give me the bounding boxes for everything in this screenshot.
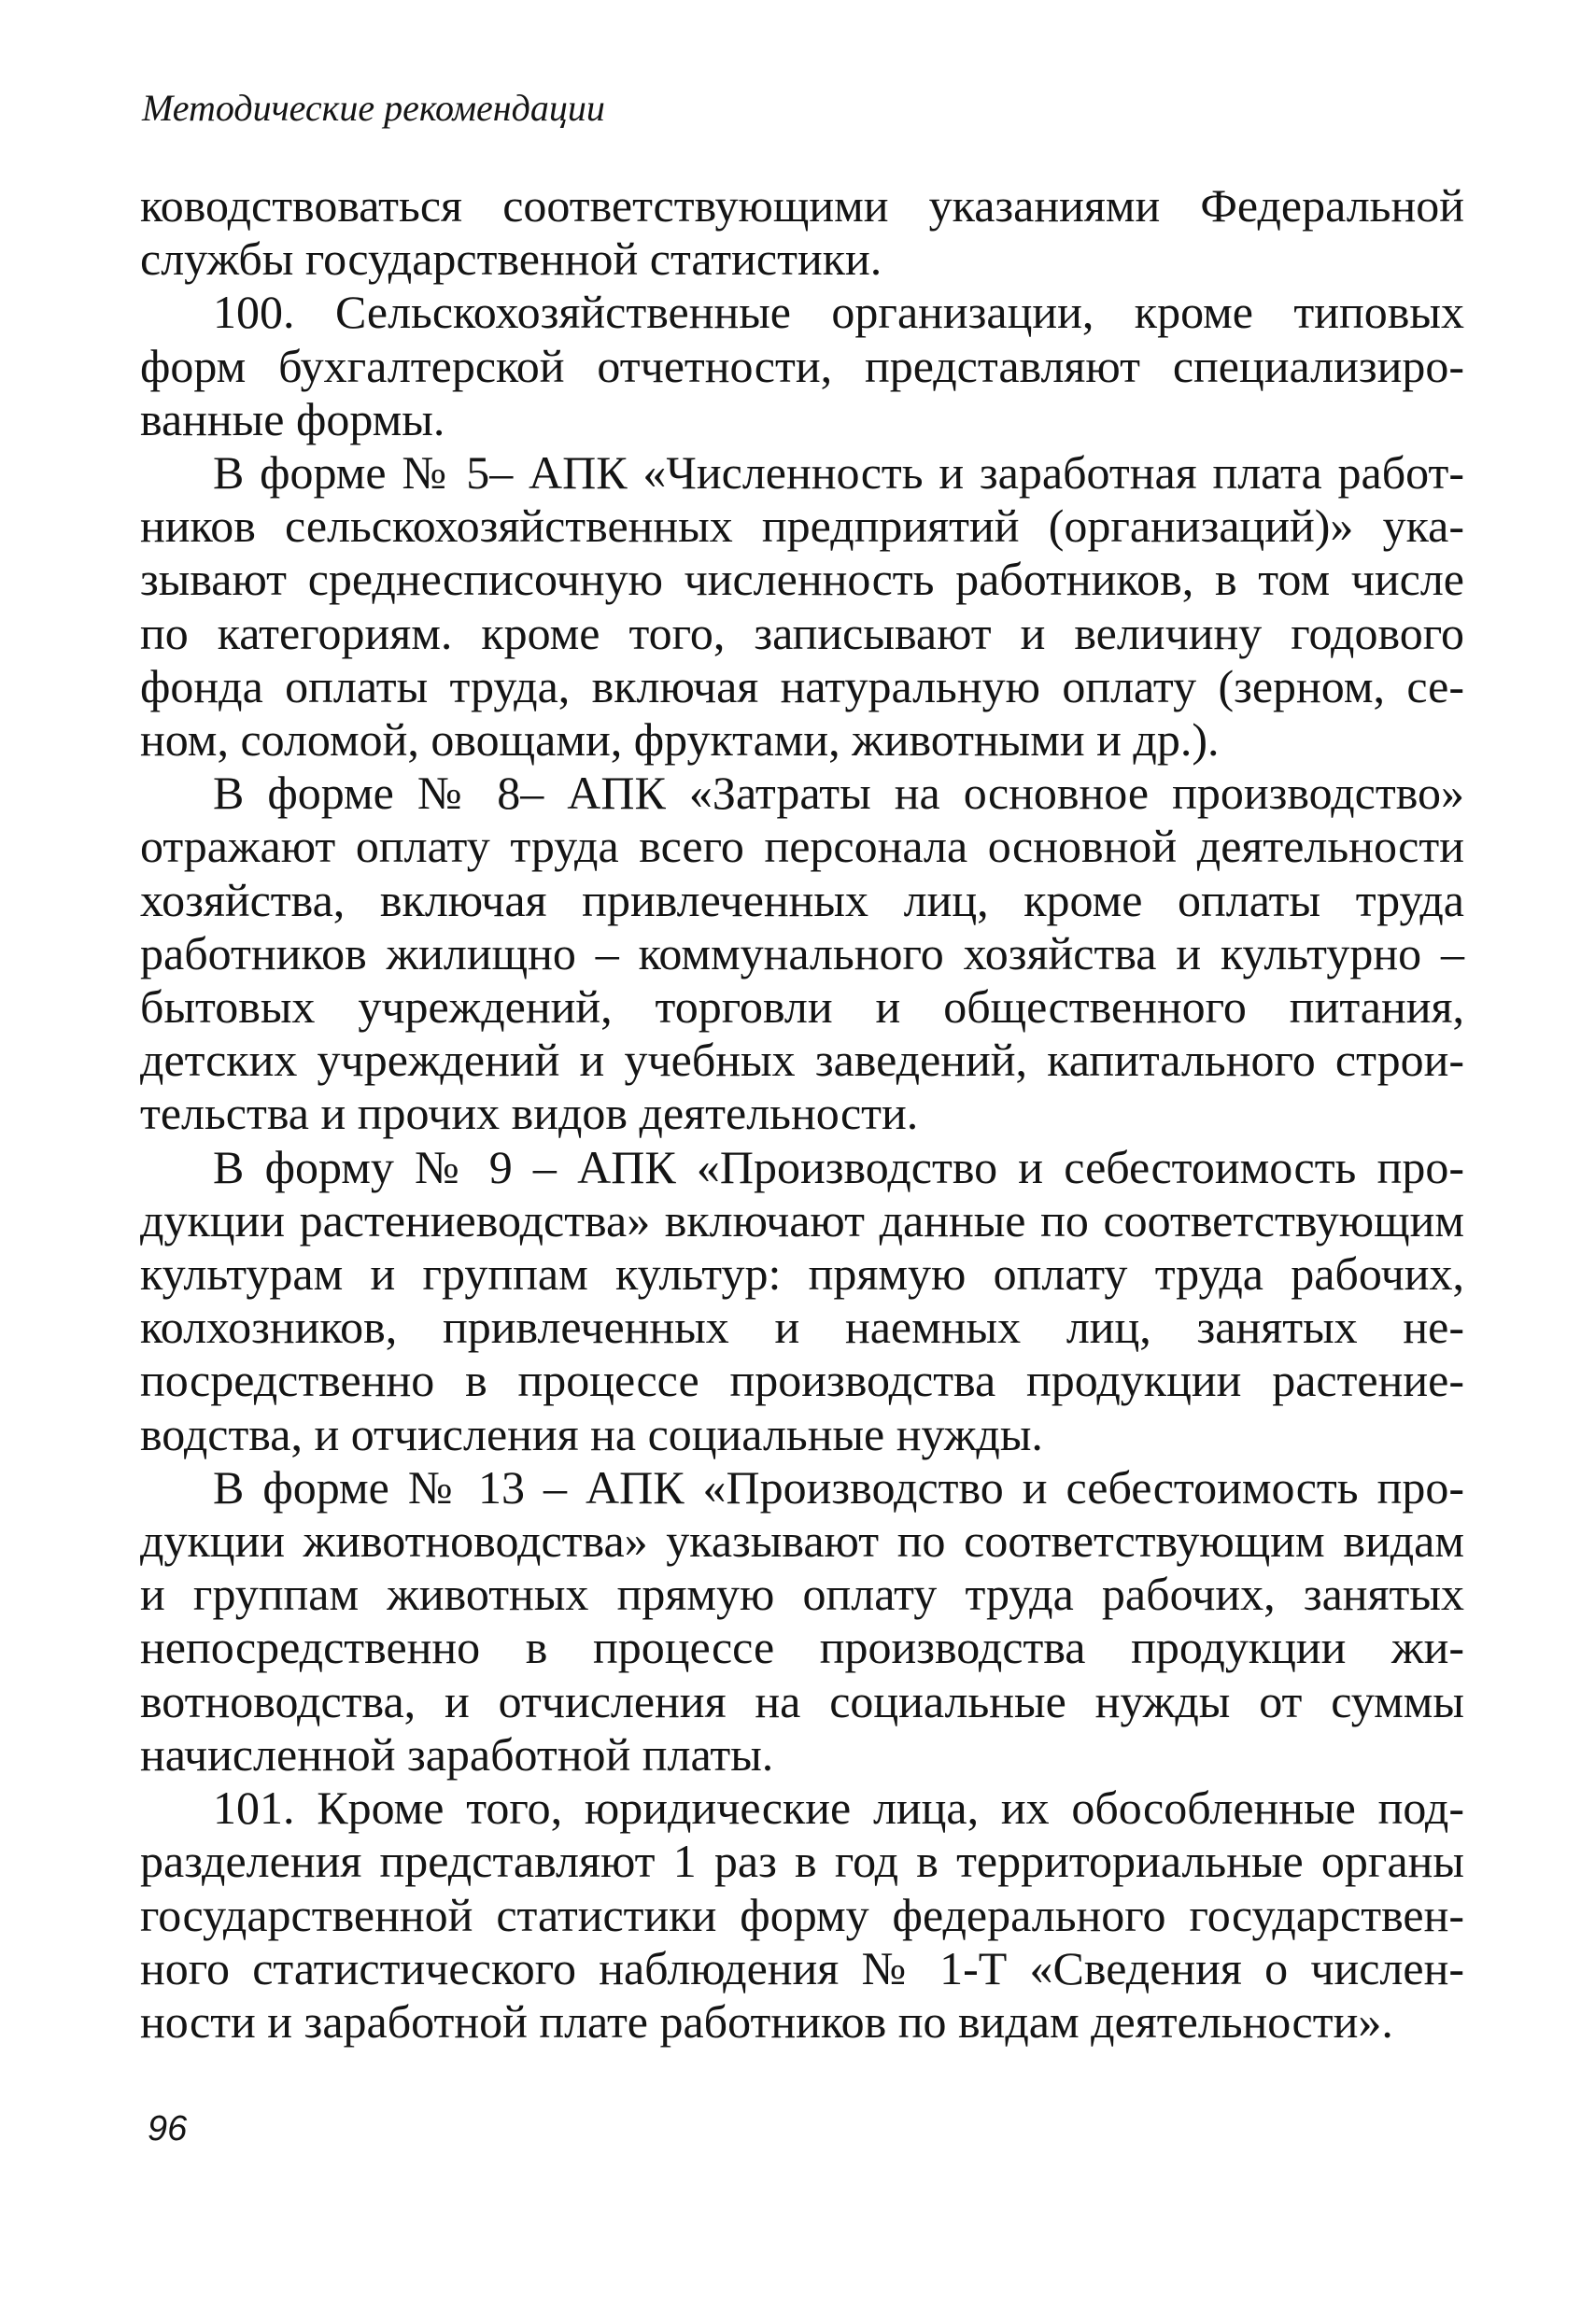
- running-header: Методические рекомендации: [142, 87, 605, 129]
- paragraph-continuation: ководствоваться соответствующими указаниями Федеральной службы государственной статистики.: [140, 179, 1464, 286]
- paragraph-form-5-apk: В форме № 5– АПК «Численность и заработная плата работников сельскохозяйственных предприятий (организаций)» указывают среднесписочную численность работников, в том числе по категориям. кроме того, записывают и величину годового фонда оплаты труда, включая натуральную оплату (зерном, сеном, соломой, овощами, фруктами, животными и др.).: [140, 446, 1464, 767]
- page-number: 96: [148, 2109, 188, 2148]
- paragraph-item-101: 101. Кроме того, юридические лица, их обособленные подразделения представляют 1 раз в год в территориальные органы государственной статистики форму федерального государственного статистического наблюдения № 1-Т «Сведения о численности и заработной плате работников по видам деятельности».: [140, 1782, 1464, 2048]
- paragraph-form-13-apk: В форме № 13 – АПК «Производство и себестоимость продукции животноводства» указывают по соответствующим видам и группам животных прямую оплату труда рабочих, занятых непосредственно в процессе производства продукции животноводства, и отчисления на социальные нужды от суммы начисленной заработной платы.: [140, 1460, 1464, 1781]
- body-text: [140, 179, 1464, 2049]
- paragraph-form-9-apk: В форму № 9 – АПК «Производство и себестоимость продукции растениеводства» включают данные по соответствующим культурам и группам культур: прямую оплату труда рабочих, колхозников, привлеченных и наемных лиц, занятых непосредственно в процессе производства продукции растениеводства, и отчисления на социальные нужды.: [140, 1140, 1464, 1460]
- paragraph-item-100: 100. Сельскохозяйственные организации, кроме типовых форм бухгалтерской отчетности, представляют специализированные формы.: [140, 286, 1464, 445]
- paragraph-form-8-apk: В форме № 8– АПК «Затраты на основное производство» отражают оплату труда всего персонала основной деятельности хозяйства, включая привлеченных лиц, кроме оплаты труда работников жилищно – коммунального хозяйства и культурно – бытовых учреждений, торговли и общественного питания, детских учреждений и учебных заведений, капитального строительства и прочих видов деятельности.: [140, 767, 1464, 1140]
